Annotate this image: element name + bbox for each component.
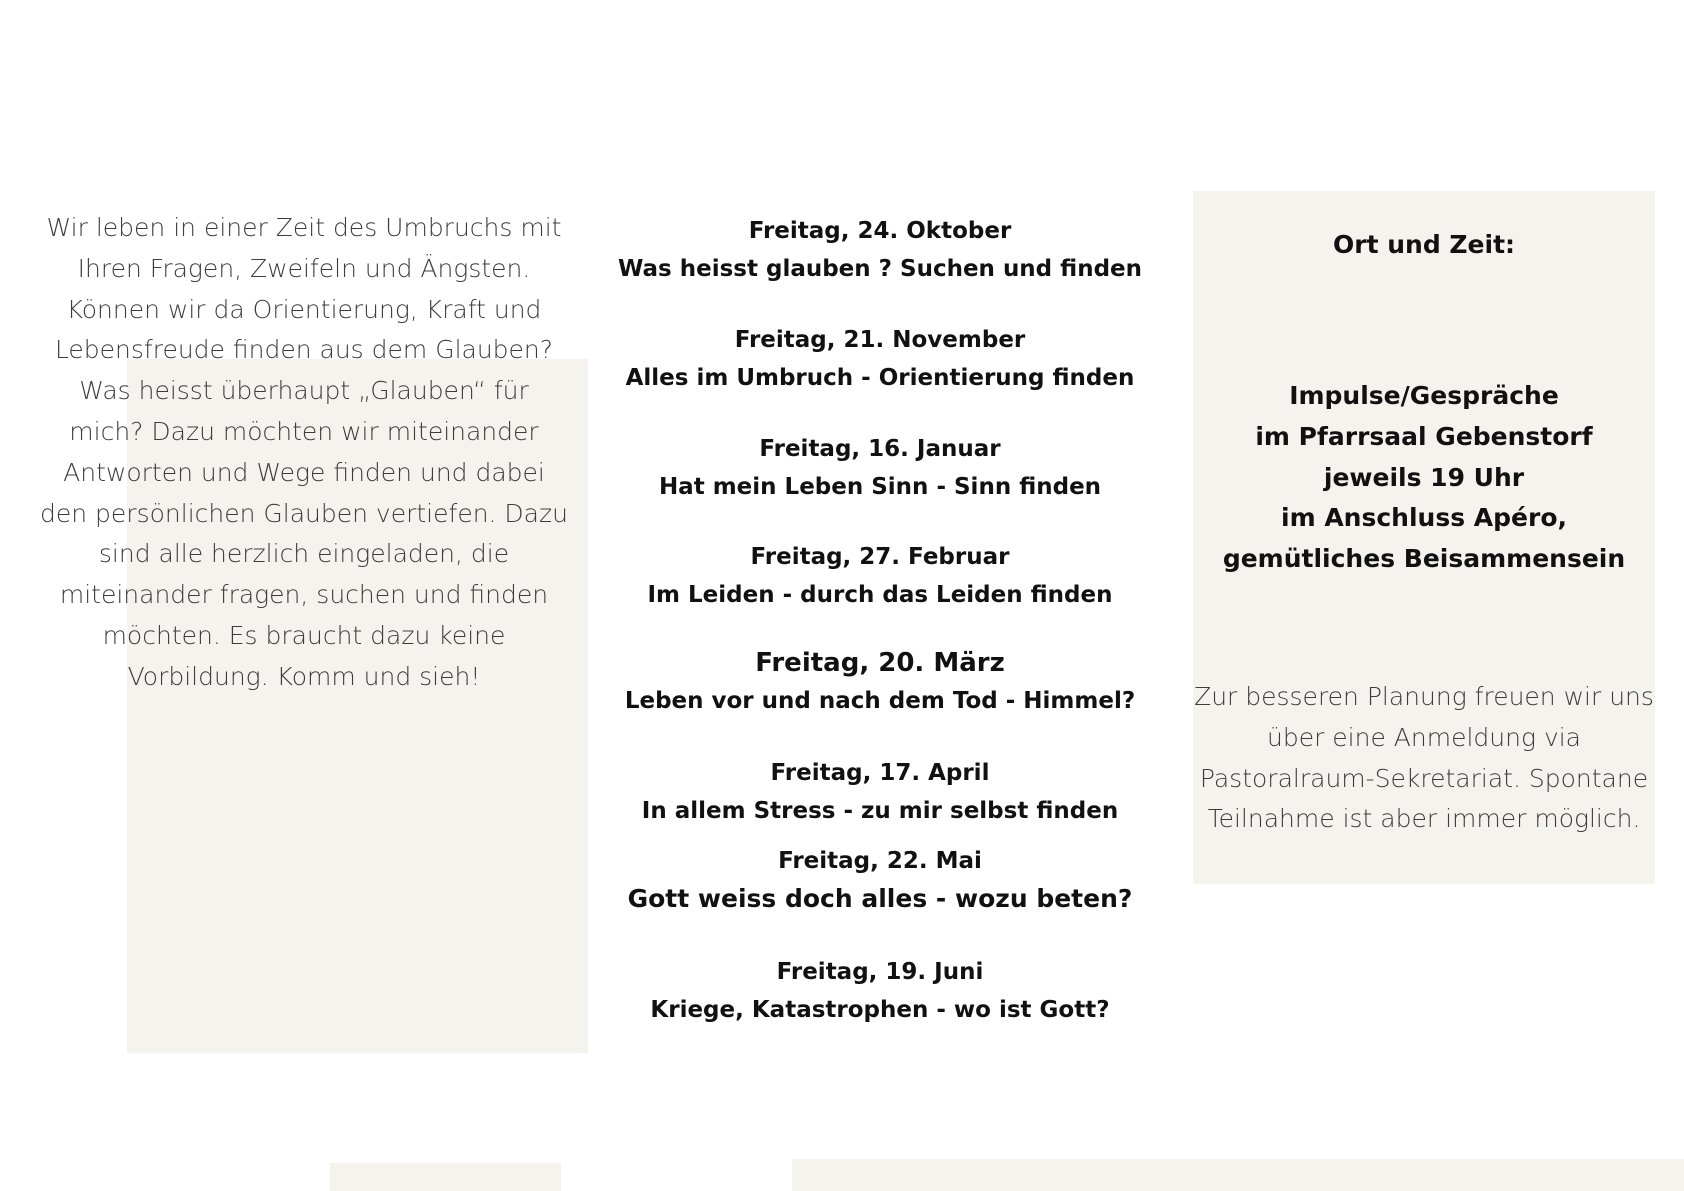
details-line: im Anschluss Apéro, <box>1281 503 1567 533</box>
event-topic: Alles im Umbruch - Orientierung finden <box>625 365 1135 391</box>
event-date: Freitag, 20. März <box>755 648 1005 678</box>
event-topic: In allem Stress - zu mir selbst finden <box>641 798 1119 824</box>
event-item <box>600 644 1160 720</box>
details-line: jeweils 19 Uhr <box>1323 462 1525 492</box>
event-topic: Hat mein Leben Sinn - Sinn finden <box>658 474 1102 500</box>
event-date: Freitag, 17. April <box>770 760 990 786</box>
bottom-decor-panel <box>330 1163 561 1191</box>
event-details <box>1193 376 1655 580</box>
intro-text: Wir leben in einer Zeit des Umbruchs mit Ihren Fragen, Zweifeln und Ängsten. Können wir da Orientierung, Kraft und Lebensfreude finden aus dem Glauben? Was heisst überhaupt „Glauben“ für mich? Dazu möchten wir miteinander Antworten und Wege finden und dabei den persönlichen Glauben vertiefen. Dazu sind alle herzlich eingeladen, die miteinander fragen, suchen und finden möchten. Es braucht dazu keine Vorbildung. Komm und sieh! <box>40 213 568 691</box>
event-schedule <box>600 0 1160 1100</box>
event-item <box>600 538 1160 614</box>
details-line: Impulse/Gespräche <box>1289 381 1559 410</box>
event-topic: Was heisst glauben ? Suchen und finden <box>617 256 1143 282</box>
event-item <box>600 212 1160 288</box>
event-topic: Im Leiden - durch das Leiden finden <box>647 582 1113 608</box>
event-item <box>600 430 1160 506</box>
registration-note: Zur besseren Planung freuen wir uns über eine Anmeldung via Pastoralraum-Sekretariat. Spontane Teilnahme ist aber immer möglich. <box>1194 682 1654 834</box>
event-topic: Gott weiss doch alles - wozu beten? <box>627 884 1133 913</box>
event-date: Freitag, 24. Oktober <box>748 218 1012 244</box>
event-date: Freitag, 27. Februar <box>750 544 1010 570</box>
bottom-decor-panel-wide <box>792 1159 1684 1191</box>
event-item <box>600 842 1160 918</box>
event-date: Freitag, 21. November <box>734 327 1026 353</box>
event-date: Freitag, 22. Mai <box>778 848 982 874</box>
details-line: im Pfarrsaal Gebenstorf <box>1255 421 1593 451</box>
details-line: gemütliches Beisammensein <box>1222 544 1626 574</box>
event-item <box>600 953 1160 1029</box>
event-item <box>600 754 1160 830</box>
event-topic: Kriege, Katastrophen - wo ist Gott? <box>650 997 1110 1023</box>
event-date: Freitag, 19. Juni <box>776 959 984 985</box>
event-topic: Leben vor und nach dem Tod - Himmel? <box>624 688 1136 714</box>
event-item <box>600 321 1160 397</box>
event-date: Freitag, 16. Januar <box>759 436 1001 462</box>
location-time-heading: Ort und Zeit: <box>1332 230 1516 259</box>
